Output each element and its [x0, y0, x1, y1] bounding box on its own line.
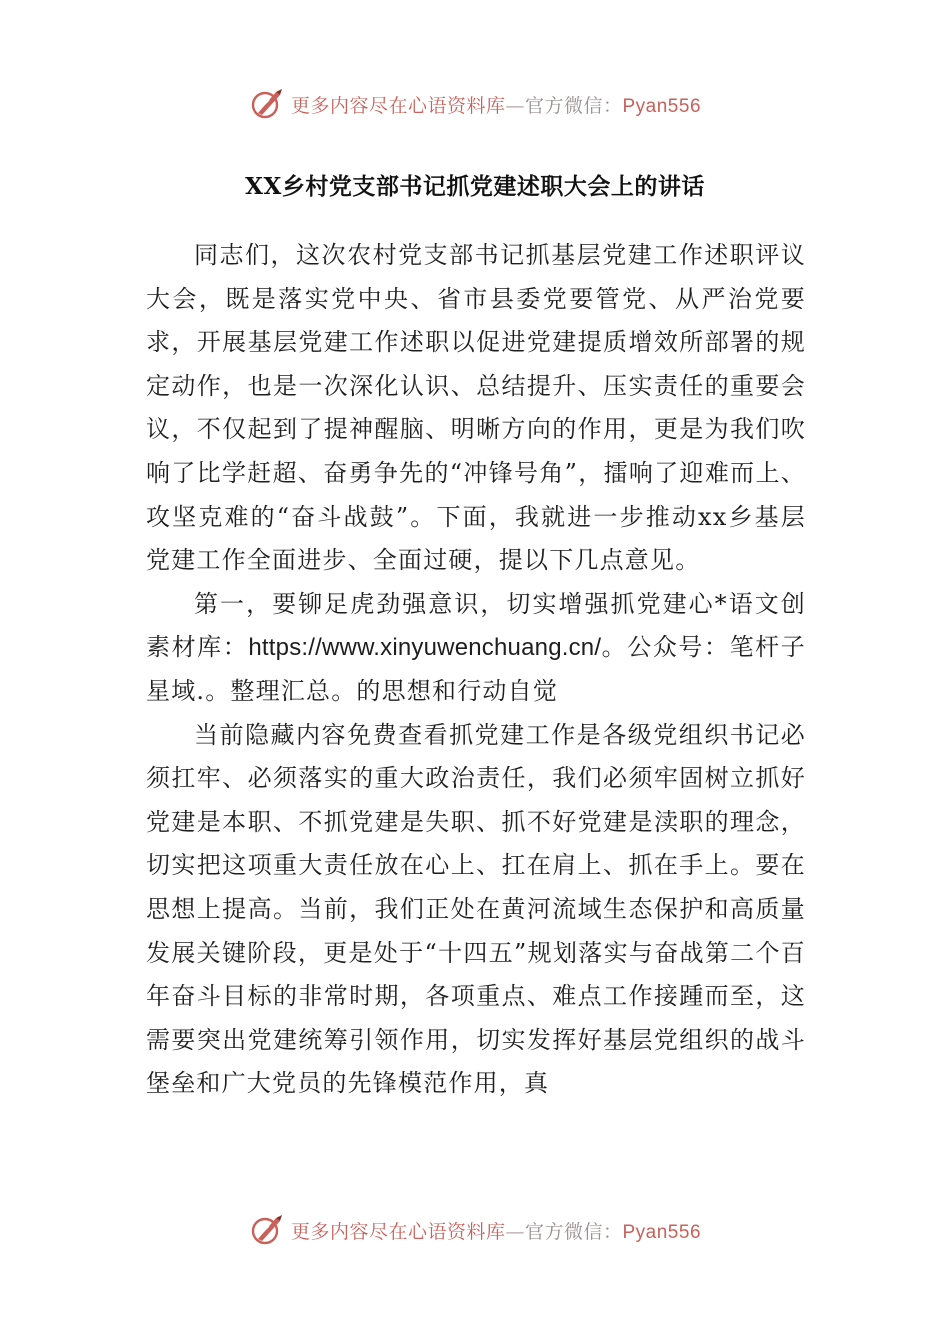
watermark-text: 更多内容尽在心语资料库—官方微信：Pyan556 — [290, 94, 702, 117]
document-title: XX乡村党支部书记抓党建述职大会上的讲话 — [245, 173, 705, 200]
document-body — [146, 234, 806, 1164]
paragraph-intro: 同志们，这次农村党支部书记抓基层党建工作述职评议大会，既是落实党中央、省市县委党要管党、从严治党要求，开展基层党建工作述职以促进党建提质增效所部署的规定动作，也是一次深化认识、总结提升、压实责任的重要会议，不仅起到了提神醒脑、明晰方向的作用，更是为我们吹响了比学赶超、奋勇争先的“冲锋号角”，擂响了迎难而上、攻坚克难的“奋斗战鼓”。下面，我就进一步推动xx乡基层党建工作全面进步、全面过硬，提以下几点意见。 — [146, 241, 806, 575]
footer-watermark-banner — [0, 1208, 950, 1252]
paragraph-section-one: 当前隐藏内容免费查看抓党建工作是各级党组织书记必须扛牢、必须落实的重大政治责任，我们必须牢固树立抓好党建是本职、不抓党建是失职、抓不好党建是渎职的理念，切实把这项重大责任放在心上、扛在肩上、抓在手上。要在思想上提高。当前，我们正处在黄河流域生态保护和高质量发展关键阶段，更是处于“十四五”规划落实与奋战第二个百年奋斗目标的非常时期，各项重点、难点工作接踵而至，这需要突出党建统筹引领作用，切实发挥好基层党组织的战斗堡垒和广大党员的先锋模范作用，真 — [146, 720, 806, 1098]
quill-pen-logo-icon — [249, 1212, 285, 1248]
heading-text: 第一，要铆足虎劲强意识，切实增强抓党建心*语文创素材库： — [146, 589, 806, 662]
embedded-url-text: https://www.xinyuwenchuang.cn/ — [248, 634, 602, 662]
section-heading-first — [146, 583, 806, 714]
watermark-text: 更多内容尽在心语资料库—官方微信：Pyan556 — [290, 1220, 702, 1243]
quill-pen-logo-icon — [249, 86, 285, 122]
heading-text-tail: 。公众号：笔杆子星域.。整理汇总。的思想和行动自觉 — [146, 633, 806, 705]
header-watermark-banner — [0, 82, 950, 126]
